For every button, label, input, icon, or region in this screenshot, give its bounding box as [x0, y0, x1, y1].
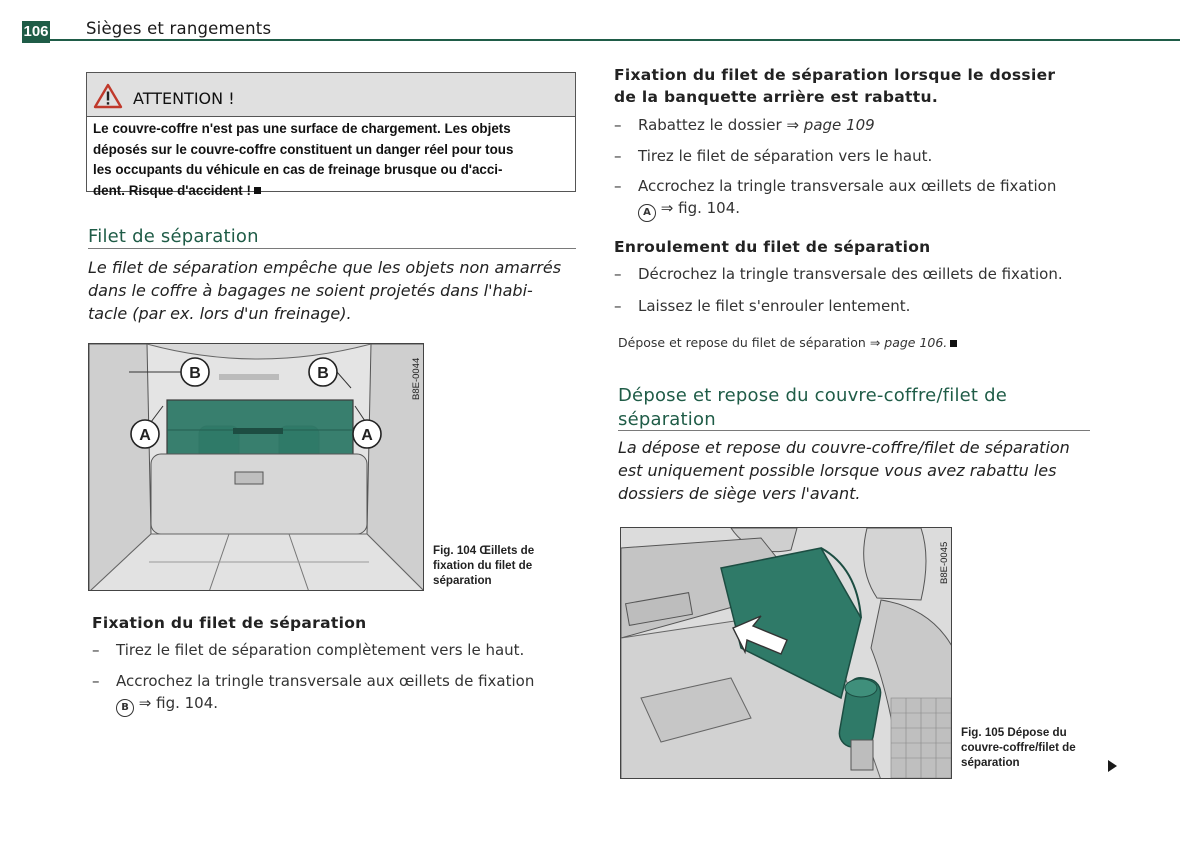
figure-104 [88, 343, 424, 591]
list-item-text [614, 114, 1114, 136]
chapter-title: Sièges et rangements [86, 19, 272, 38]
figure-105-caption [961, 725, 1076, 770]
intro-line: La dépose et repose du couvre-coffre/filet de séparation [618, 438, 1070, 457]
callout-b-label: B [317, 365, 329, 382]
trunk-illustration [89, 344, 424, 591]
list-dash: – [92, 672, 100, 690]
warning-line-last [93, 181, 569, 202]
caption-line: couvre-coffre/filet de [961, 741, 1076, 754]
list-item [614, 295, 1114, 317]
warning-header [87, 73, 575, 117]
subheading-line: Fixation du filet de séparation lorsque le dossier [614, 66, 1056, 84]
section-rule [88, 248, 576, 249]
cross-reference-note [618, 335, 957, 350]
section-title-line: séparation [618, 409, 716, 430]
list-item-text [92, 670, 582, 717]
list-item [614, 263, 1114, 285]
warning-line: Le couvre-coffre n'est pas une surface de chargement. Les objets [93, 121, 511, 136]
marker-b-icon: B [116, 699, 134, 717]
subheading-fixation-rabattu [614, 64, 1055, 108]
list-dash: – [614, 147, 622, 165]
warning-title: ATTENTION ! [133, 89, 235, 108]
list-item [614, 175, 1114, 222]
list-item-line: Rabattez le dossier [638, 116, 787, 134]
warning-line: dent. Risque d'accident ! [93, 182, 251, 198]
subheading-enroulement: Enroulement du filet de séparation [614, 238, 931, 256]
cover-removal-illustration [621, 528, 952, 779]
callout-b-left [181, 358, 209, 386]
callout-a-left [131, 420, 159, 448]
caption-line: fixation du filet de [433, 559, 533, 572]
list-item-text: Décrochez la tringle transversale des œillets de fixation. [638, 265, 1063, 283]
intro-line: Le filet de séparation empêche que les objets non amarrés [88, 258, 562, 277]
page-number: 106 [22, 21, 50, 43]
page-ref-link[interactable]: ⇒ page 109 [786, 116, 875, 134]
figure-105 [620, 527, 952, 779]
figure-code: B8E-0044 [411, 357, 422, 400]
caption-line: Fig. 104 Œillets de [433, 544, 535, 557]
callout-a-label: A [361, 427, 373, 444]
end-square-icon [254, 187, 261, 194]
callout-a-right [353, 420, 381, 448]
caption-line: séparation [433, 574, 492, 587]
section-rule [618, 430, 1090, 431]
intro-filet [88, 256, 561, 325]
callout-b-label: B [189, 365, 201, 382]
warning-box [86, 72, 576, 198]
warning-line: les occupants du véhicule en cas de freinage brusque ou d'acci- [93, 162, 503, 177]
figure-ref-link[interactable]: ⇒ fig. 104. [138, 694, 219, 712]
list-item [92, 670, 582, 717]
end-square-icon [950, 340, 957, 347]
next-page-arrow-icon[interactable] [1108, 760, 1117, 772]
section-title-filet: Filet de séparation [88, 226, 259, 247]
intro-line: tacle (par ex. lors d'un freinage). [88, 304, 352, 323]
list-dash: – [614, 297, 622, 315]
note-text: Dépose et repose du filet de séparation [618, 335, 870, 350]
caption-line: séparation [961, 756, 1020, 769]
list-item-text [614, 175, 1114, 222]
warning-line: déposés sur le couvre-coffre constituent un danger réel pour tous [93, 141, 514, 157]
list-item-text: Laissez le filet s'enrouler lentement. [638, 297, 911, 315]
intro-depose [618, 436, 1070, 505]
section-title-depose [618, 384, 1007, 432]
list-dash: – [614, 177, 622, 195]
callout-a-label: A [139, 427, 151, 444]
warning-triangle-icon [93, 83, 123, 109]
intro-line: dans le coffre à bagages ne soient projetés dans l'habi- [88, 281, 533, 300]
subheading-fixation: Fixation du filet de séparation [92, 614, 367, 632]
header-rule [50, 39, 1180, 41]
list-item [614, 145, 1114, 167]
figure-code: B8E-0045 [939, 541, 950, 584]
callout-b-right [309, 358, 337, 386]
list-item [614, 114, 1114, 136]
section-title-line: Dépose et repose du couvre-coffre/filet de [618, 385, 1008, 406]
subheading-line: de la banquette arrière est rabattu. [614, 88, 939, 106]
caption-line: Fig. 105 Dépose du [961, 726, 1067, 739]
list-item-text: Tirez le filet de séparation complètement vers le haut. [116, 641, 525, 659]
warning-text [87, 117, 575, 201]
figure-104-caption [433, 543, 534, 588]
list-item-line: Accrochez la tringle transversale aux œillets de fixation [116, 672, 535, 690]
list-item-line: Accrochez la tringle transversale aux œillets de fixation [638, 177, 1057, 195]
marker-a-icon: A [638, 204, 656, 222]
list-item-text: Tirez le filet de séparation vers le haut. [638, 147, 933, 165]
intro-line: est uniquement possible lorsque vous avez rabattu les [618, 461, 1057, 480]
list-dash: – [614, 265, 622, 283]
intro-line: dossiers de siège vers l'avant. [618, 484, 861, 503]
list-dash: – [92, 641, 100, 659]
list-item [92, 639, 582, 661]
page-ref-link[interactable]: ⇒ page 106. [869, 335, 948, 350]
list-dash: – [614, 116, 622, 134]
figure-ref-link[interactable]: ⇒ fig. 104. [660, 199, 741, 217]
